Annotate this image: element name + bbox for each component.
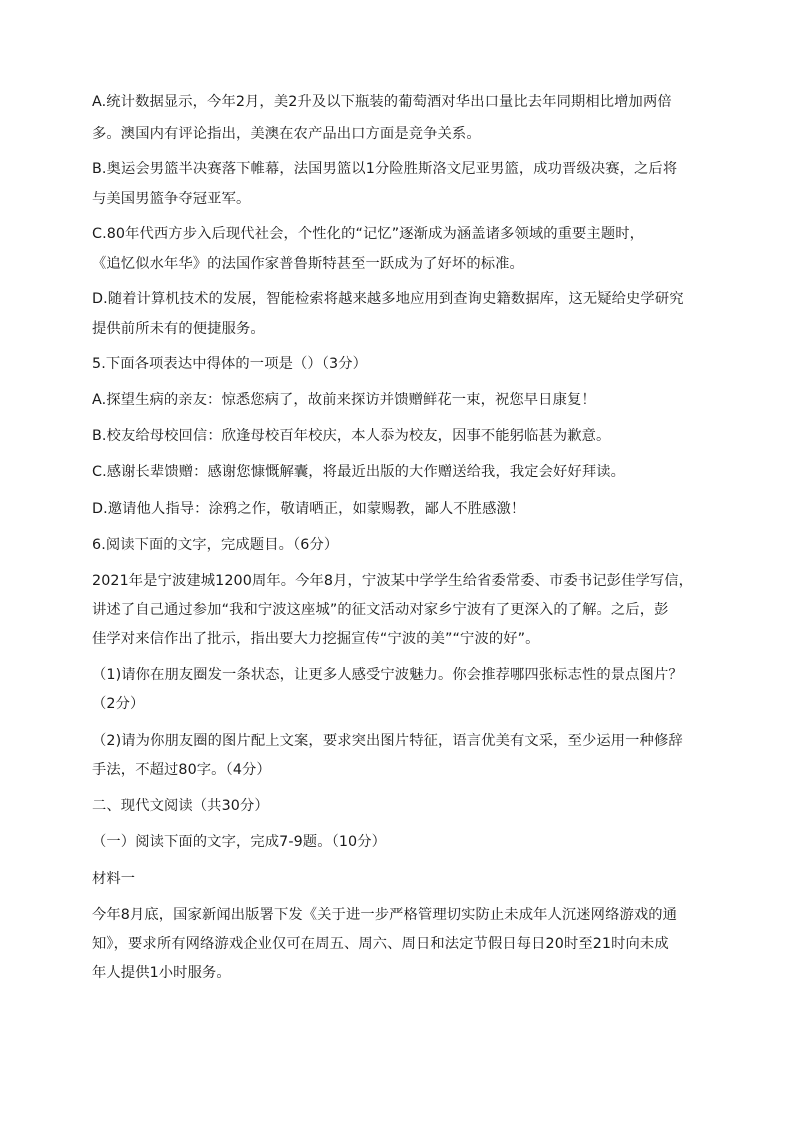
question-6-text-line-1: 2021年是宁波建城1200周年。今年8月，宁波某中学学生给省委常委、市委书记彭佳学写信， (92, 573, 694, 589)
material-1-text-line-3: 年人提供1小时服务。 (92, 965, 231, 981)
question-6-text-line-2: 讲述了自己通过参加“我和宁波这座城”的征文活动对家乡宁波有了更深入的了解。之后，彭 (92, 602, 669, 618)
option-a-line-2: 多。澳国内有评论指出，美澳在农产品出口方面是竞争关系。 (92, 126, 481, 142)
option-b-line-2: 与美国男篮争夺冠亚军。 (92, 191, 251, 207)
material-1-text-line-2: 知》，要求所有网络游戏企业仅可在周五、周六、周日和法定节假日每日20时至21时向未成 (92, 936, 669, 952)
question-5-option-c: C.感谢长辈馈赠：感谢您慷慨解囊，将最近出版的大作赠送给我，我定会好好拜读。 (92, 464, 626, 480)
option-b-line-1: B.奥运会男篮半决赛落下帷幕，法国男篮以1分险胜斯洛文尼亚男篮，成功晋级决赛，之后将 (92, 161, 678, 177)
section-2-heading: 二、现代文阅读（共30分） (92, 798, 269, 814)
option-a-line-1: A.统计数据显示，今年2月，美2升及以下瓶装的葡萄酒对华出口量比去年同期相比增加两倍 (92, 94, 672, 110)
question-6-part-1-line-2: （2分） (92, 696, 145, 712)
option-c-line-1: C.80年代西方步入后现代社会，个性化的“记忆”逐渐成为涵盖诸多领域的重要主题时， (92, 226, 645, 242)
subsection-1-heading: （一）阅读下面的文字，完成7-9题。（10分） (92, 834, 387, 850)
option-c-line-2: 《追忆似水年华》的法国作家普鲁斯特甚至一跃成为了好坏的标准。 (92, 256, 524, 272)
question-5-option-a: A.探望生病的亲友：惊悉您病了，故前来探访并馈赠鲜花一束，祝您早日康复！ (92, 392, 596, 408)
option-d-line-1: D.随着计算机技术的发展，智能检索将越来越多地应用到查询史籍数据库，这无疑给史学研究 (92, 291, 684, 307)
question-5-heading: 5.下面各项表达中得体的一项是（）（3分） (92, 356, 368, 372)
question-5-option-d: D.邀请他人指导：涂鸦之作，敬请哂正，如蒙赐教，鄙人不胜感激！ (92, 501, 526, 517)
question-5-option-b: B.校友给母校回信：欣逢母校百年校庆，本人忝为校友，因事不能躬临甚为歉意。 (92, 428, 611, 444)
question-6-part-2-line-2: 手法，不超过80字。（4分） (92, 762, 271, 778)
question-6-part-2-line-1: （2)请为你朋友圈的图片配上文案，要求突出图片特征，语言优美有文采，至少运用一种修辞 (92, 733, 683, 749)
question-6-heading: 6.阅读下面的文字，完成题目。（6分） (92, 537, 339, 553)
question-6-part-1-line-1: （1)请你在朋友圈发一条状态，让更多人感受宁波魅力。你会推荐哪四张标志性的景点图片？ (92, 667, 683, 683)
material-1-heading: 材料一 (92, 871, 136, 887)
question-6-text-line-3: 佳学对来信作出了批示，指出要大力挖掘宣传“宁波的美”“宁波的好”。 (92, 631, 540, 647)
material-1-text-line-1: 今年8月底，国家新闻出版署下发《关于进一步严格管理切实防止未成年人沉迷网络游戏的通 (92, 907, 678, 923)
option-d-line-2: 提供前所未有的便捷服务。 (92, 321, 265, 337)
